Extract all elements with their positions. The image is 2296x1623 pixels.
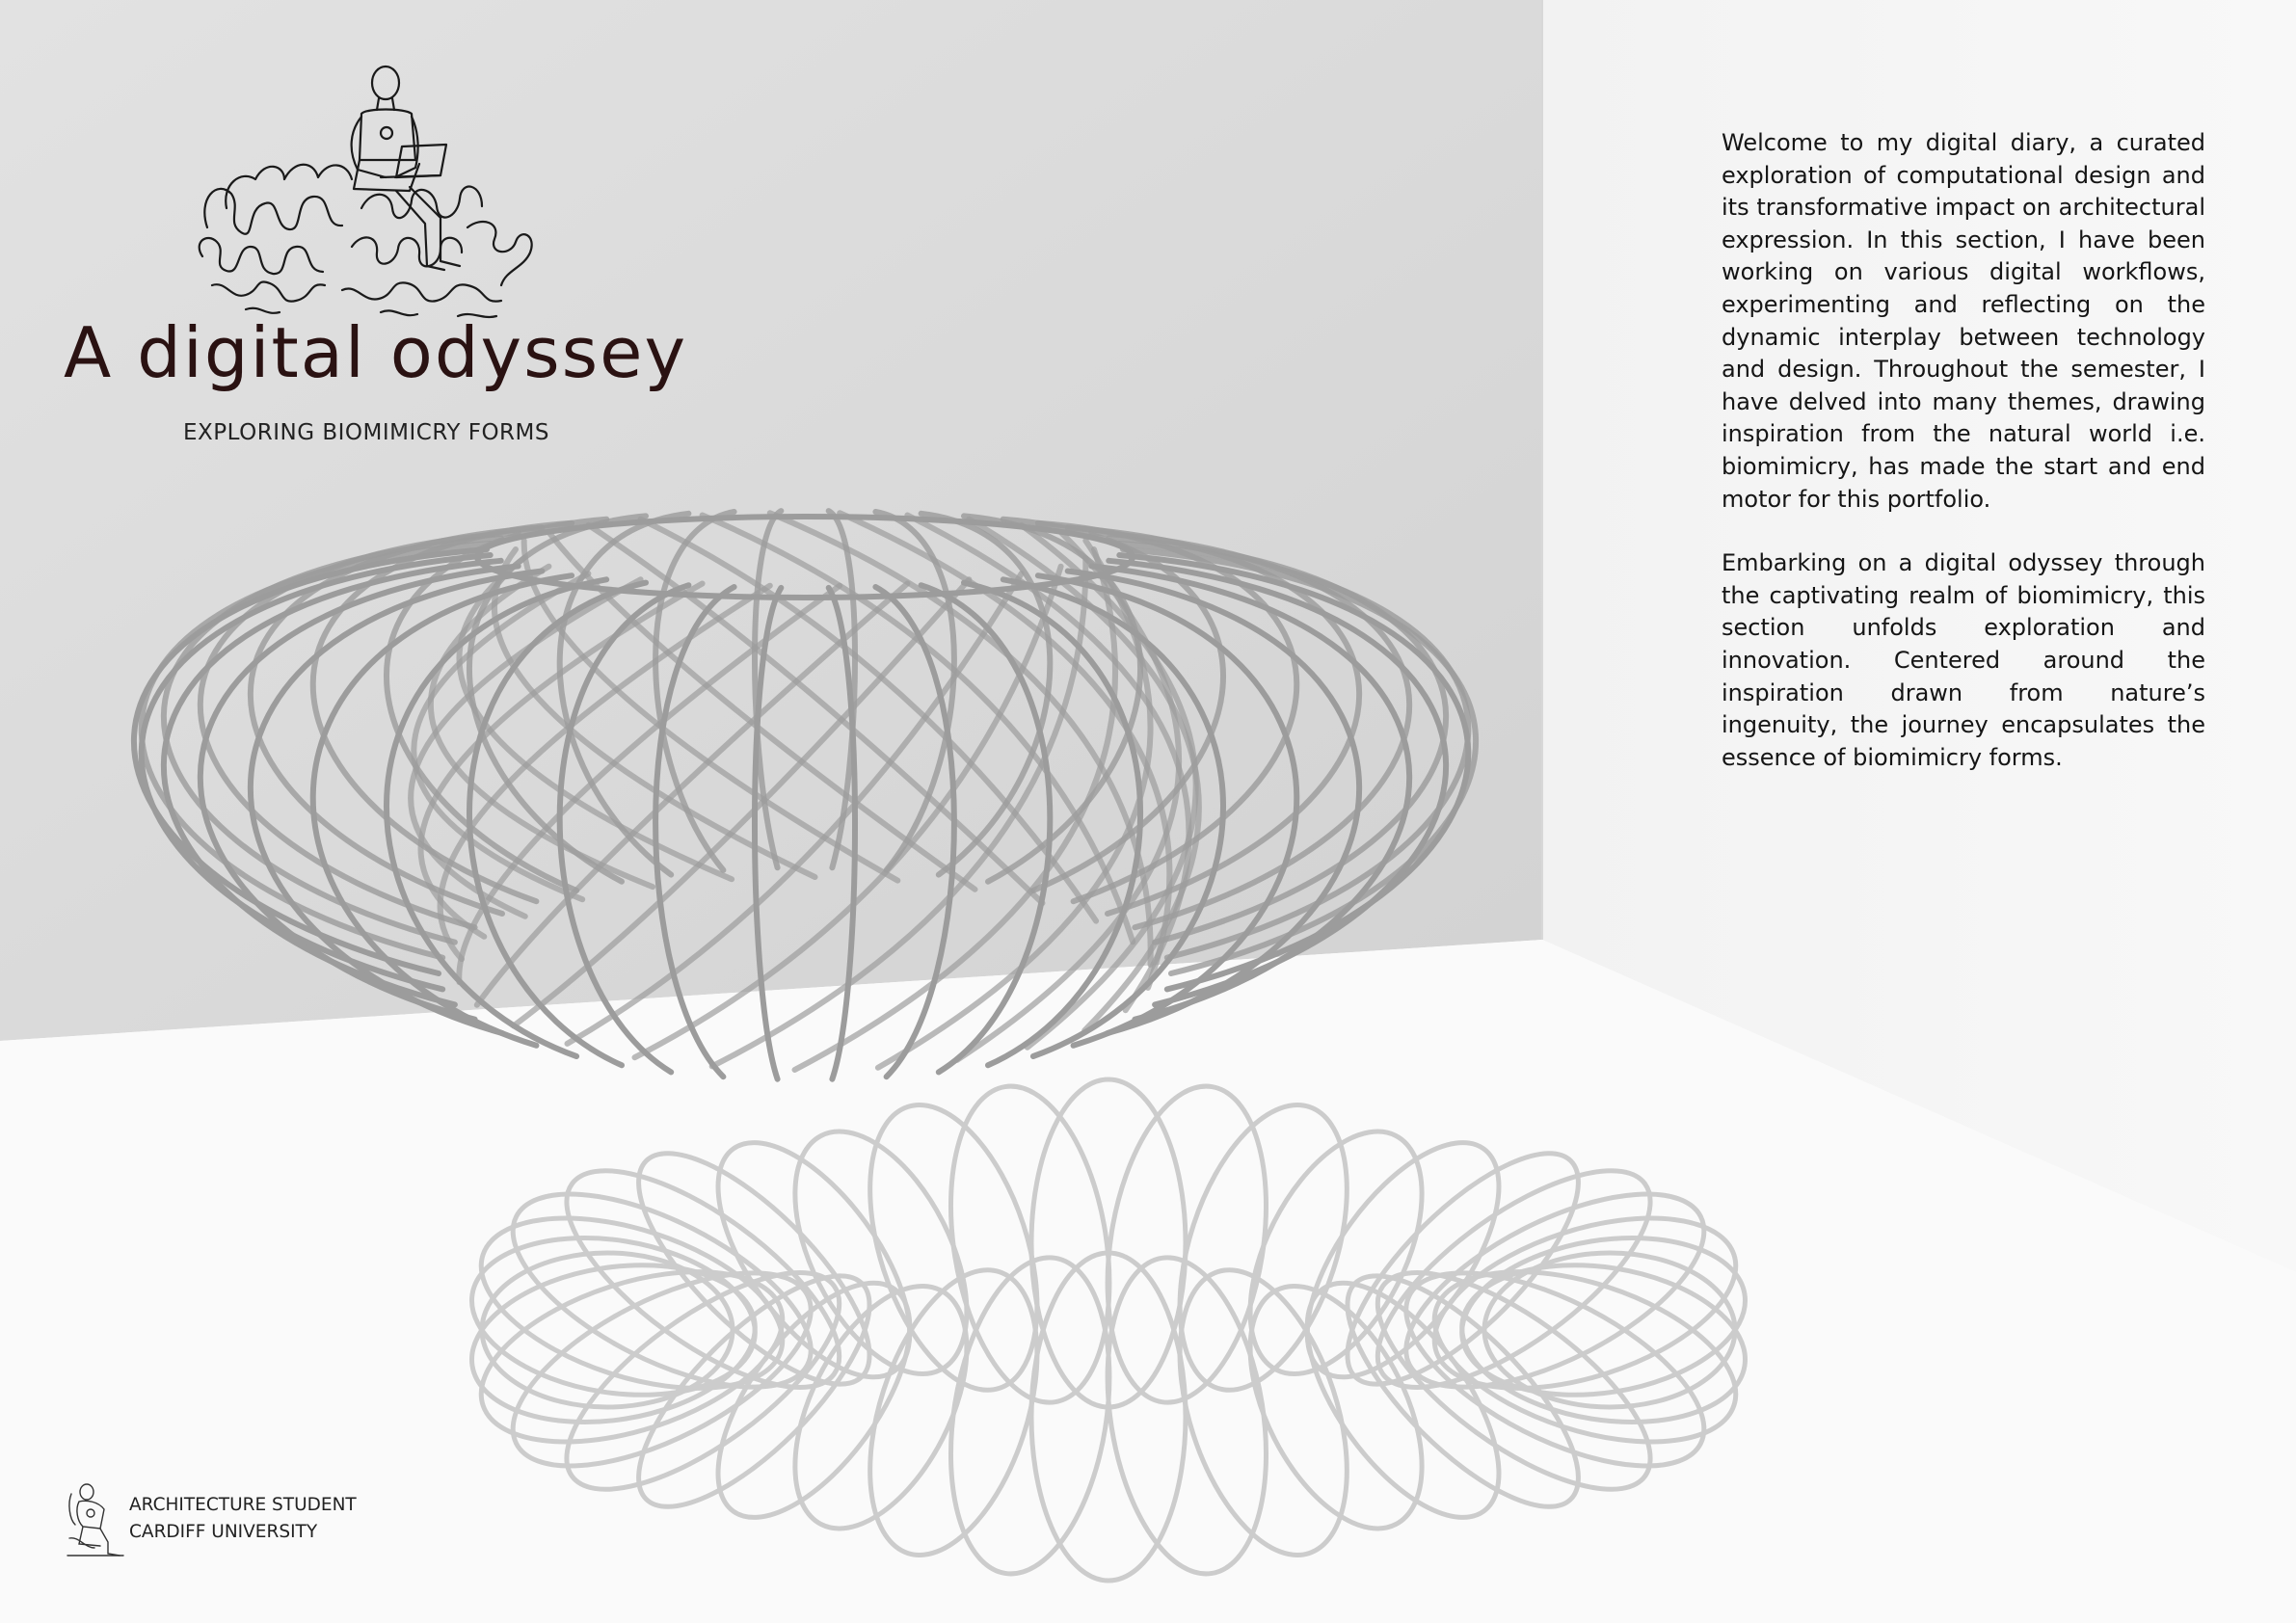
page-title: A digital odyssey (64, 312, 688, 393)
person-with-laptop-illustration (188, 64, 545, 324)
intro-paragraph-2: Embarking on a digital odyssey through the captivating realm of biomimicry, this section unfolds exploration and innovation. Centered around the inspiration drawn from nature’s ingenuity, the journey encapsulates the essence of biomimicry forms. (1722, 549, 2205, 771)
intro-text (1722, 127, 2205, 806)
footer-line-2: CARDIFF UNIVERSITY (129, 1522, 318, 1542)
intro-paragraph-1: Welcome to my digital diary, a curated exploration of computational design and its transformative impact on architectural expression. In this section, I have been working on various digital workflows, experimenting and reflecting on the dynamic interplay between technology and design. Throughout the semester, I have delved into many themes, drawing inspiration from the natural world i.e. biomimicry, has made the start and end motor for this portfolio. (1722, 129, 2205, 513)
footer-line-1: ARCHITECTURE STUDENT (129, 1495, 357, 1515)
page-subtitle: EXPLORING BIOMIMICRY FORMS (183, 420, 549, 445)
footer-credit (129, 1492, 357, 1546)
seated-figure-logo-icon (66, 1480, 127, 1559)
